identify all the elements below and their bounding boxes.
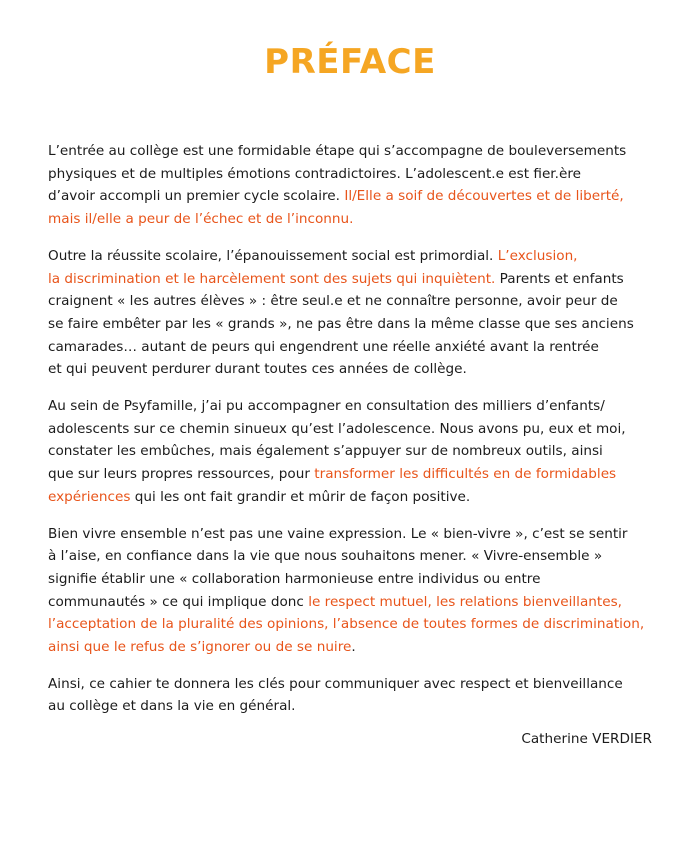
body-text-segment: au collège et dans la vie en général. [48,698,296,715]
page-title: PRÉFACE [264,42,436,82]
body-text-segment: physiques et de multiples émotions contradictoires. L’adolescent.e est fier.ère [48,165,581,182]
text-line [48,673,660,696]
text-line [48,613,660,636]
body-text-segment: d’avoir accompli un premier cycle scolaire. [48,188,345,205]
text-line [48,313,660,336]
body-text-segment: communautés » ce qui implique donc [48,593,309,610]
text-line [48,268,660,291]
text-line [48,140,660,163]
body-text-segment: et qui peuvent perdurer durant toutes ces années de collège. [48,361,467,378]
text-line [48,463,660,486]
paragraph [48,245,660,381]
highlighted-text: mais il/elle a peur de l’échec et de l’inconnu. [48,211,354,228]
body-text-segment: Parents et enfants [495,270,624,287]
body-text-segment: craignent « les autres élèves » : être seul.e et ne connaître personne, avoir peur de [48,293,618,310]
text-line [48,568,660,591]
text-line [48,486,660,509]
paragraph [48,523,660,659]
body-text-segment: Outre la réussite scolaire, l’épanouissement social est primordial. [48,247,498,264]
body-text-segment: à l’aise, en confiance dans la vie que nous souhaitons mener. « Vivre-ensemble » [48,548,603,565]
text-line [48,163,660,186]
body-text-segment: constater les embûches, mais également s’appuyer sur de nombreux outils, ainsi [48,443,603,460]
paragraph [48,395,660,509]
highlighted-text: l’acceptation de la pluralité des opinions, l’absence de toutes formes de discrimination, [48,616,645,633]
body-text-segment: qui les ont fait grandir et mûrir de façon positive. [130,488,471,505]
paragraph [48,140,660,231]
text-line [48,636,660,659]
body-text-segment: se faire embêter par les « grands », ne pas être dans la même classe que ses anciens [48,315,634,332]
body-text-segment: que sur leurs propres ressources, pour [48,466,315,483]
text-line [48,591,660,614]
text-line [48,185,660,208]
highlighted-text: le respect mutuel, les relations bienveillantes, [308,593,622,610]
body-text-segment: . [351,639,356,656]
text-line [48,336,660,359]
highlighted-text: expériences [48,488,131,505]
text-line [48,523,660,546]
paragraph [48,673,660,718]
text-line [48,695,660,718]
text-line [48,418,660,441]
preface-body [48,140,660,732]
text-line [48,395,660,418]
body-text-segment: L’entrée au collège est une formidable étape qui s’accompagne de bouleversements [48,143,627,159]
highlighted-text: transformer les difficultés en de formidables [314,466,617,483]
text-line [48,440,660,463]
text-line [48,545,660,568]
text-line [48,358,660,381]
body-text-segment: Ainsi, ce cahier te donnera les clés pour communiquer avec respect et bienveillance [48,675,623,692]
body-text-segment: adolescents sur ce chemin sinueux qu’est l’adolescence. Nous avons pu, eux et moi, [48,420,626,437]
highlighted-text: L’exclusion, [497,247,578,264]
text-line [48,290,660,313]
body-text-segment: signifie établir une « collaboration harmonieuse entre individus ou entre [48,570,541,587]
highlighted-text: la discrimination et le harcèlement sont des sujets qui inquiètent. [48,270,496,287]
author-signature: Catherine VERDIER [521,731,652,747]
highlighted-text: Il/Elle a soif de découvertes et de liberté, [344,188,624,205]
body-text-segment: Au sein de Psyfamille, j’ai pu accompagner en consultation des milliers d’enfants/ [48,398,605,415]
body-text-segment: camarades… autant de peurs qui engendrent une réelle anxiété avant la rentrée [48,338,599,355]
body-text-segment: Bien vivre ensemble n’est pas une vaine expression. Le « bien-vivre », c’est se sentir [48,525,628,542]
text-line [48,208,660,231]
highlighted-text: ainsi que le refus de s’ignorer ou de se nuire [48,639,352,656]
text-line [48,245,660,268]
